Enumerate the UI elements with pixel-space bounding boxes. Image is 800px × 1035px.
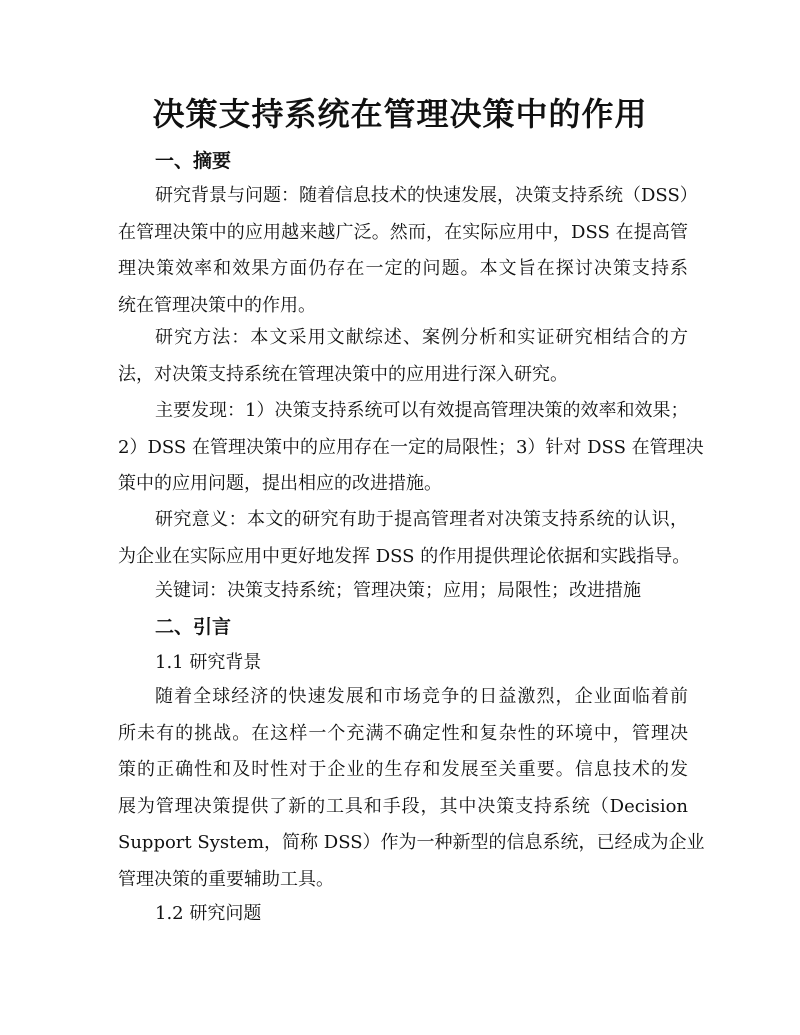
page-title: 决策支持系统在管理决策中的作用 <box>152 95 648 133</box>
paragraph-line: 2）DSS 在管理决策中的应用存在一定的局限性；3）针对 DSS 在管理决 <box>118 436 704 458</box>
paragraph-line: 为企业在实际应用中更好地发挥 DSS 的作用提供理论依据和实践指导。 <box>118 545 691 567</box>
paragraph-line: 策的正确性和及时性对于企业的生存和发展至关重要。信息技术的发 <box>118 759 688 780</box>
keywords-text: 关键词：决策支持系统；管理决策；应用；局限性；改进措施 <box>155 580 641 601</box>
paragraph-line: 法，对决策支持系统在管理决策中的应用进行深入研究。 <box>118 363 568 385</box>
paragraph-line: 主要发现：1）决策支持系统可以有效提高管理决策的效率和效果； <box>155 400 689 421</box>
paragraph-line: 理决策效率和效果方面仍存在一定的问题。本文旨在探讨决策支持系 <box>118 258 688 279</box>
research-background-paragraph <box>118 679 705 898</box>
paragraph-line: 研究方法：本文采用文献综述、案例分析和实证研究相结合的方 <box>155 327 688 348</box>
abstract-significance-paragraph <box>118 502 691 575</box>
paragraph-line: 管理决策的重要辅助工具。 <box>118 868 334 890</box>
paragraph-line: 所未有的挑战。在这样一个充满不确定性和复杂性的环境中，管理决 <box>118 722 688 744</box>
paragraph-line: 在管理决策中的应用越来越广泛。然而，在实际应用中，DSS 在提高管 <box>118 221 688 243</box>
paragraph-line: 随着全球经济的快速发展和市场竞争的日益激烈，企业面临着前 <box>155 686 688 707</box>
subsection-1-2-heading: 1.2 研究问题 <box>155 903 262 924</box>
keywords-line <box>118 573 688 610</box>
abstract-findings-paragraph <box>118 393 704 503</box>
paragraph-line: 策中的应用问题，提出相应的改进措施。 <box>118 473 442 494</box>
abstract-heading: 一、摘要 <box>155 150 232 172</box>
abstract-method-paragraph <box>118 320 688 393</box>
subsection-1-1-heading: 1.1 研究背景 <box>155 652 262 673</box>
paragraph-line: 研究意义：本文的研究有助于提高管理者对决策支持系统的认识， <box>155 509 688 530</box>
introduction-heading: 二、引言 <box>155 616 232 638</box>
abstract-background-paragraph <box>118 178 698 324</box>
paragraph-line: Support System，简称 DSS）作为一种新型的信息系统，已经成为企业 <box>118 832 705 853</box>
paragraph-line: 研究背景与问题：随着信息技术的快速发展，决策支持系统（DSS） <box>155 185 698 206</box>
paragraph-line: 统在管理决策中的作用。 <box>118 294 316 316</box>
paragraph-line: 展为管理决策提供了新的工具和手段，其中决策支持系统（Decision <box>118 795 688 817</box>
